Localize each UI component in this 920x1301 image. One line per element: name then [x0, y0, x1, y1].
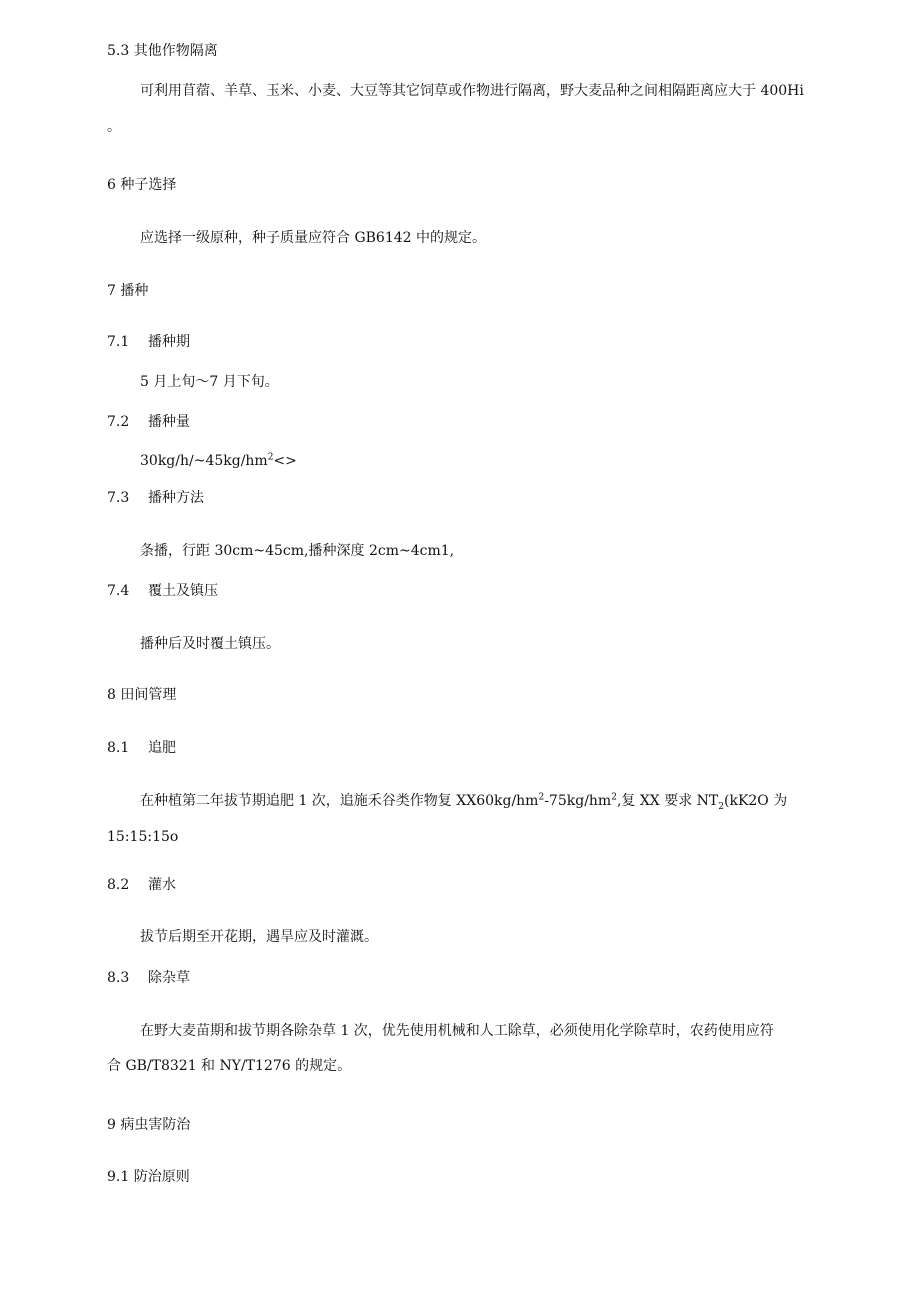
paragraph-7-3: 条播，行距 30cm~45cm,播种深度 2cm~4cm1, [140, 543, 455, 559]
subsection-heading-7-4 [107, 582, 218, 600]
subsection-title: 追肥 [148, 740, 176, 756]
section-heading-7: 7 播种 [107, 283, 149, 299]
subsection-heading-8-3 [107, 969, 190, 987]
subsection-heading-7-2 [107, 413, 190, 431]
fertilizer-text: -75kg∕hm [544, 793, 612, 809]
subsection-heading-7-3 [107, 489, 204, 507]
subsection-heading-8-2 [107, 876, 176, 894]
seeding-rate-suffix: <> [273, 453, 297, 469]
subsection-title: 灌水 [148, 877, 176, 893]
seeding-rate-text: 30kg∕h∕~45kg∕hm [140, 453, 268, 469]
paragraph-8-1-line-2: 15:15:15o [107, 829, 179, 845]
section-heading-6: 6 种子选择 [107, 177, 177, 193]
subsection-number: 8.2 [107, 877, 130, 893]
section-heading-5-3: 5.3 其他作物隔离 [107, 43, 218, 59]
fertilizer-text: 在种植第二年拔节期追肥 1 次，追施禾谷类作物复 XX60kg∕hm [140, 793, 539, 809]
subsection-heading-8-1 [107, 739, 176, 757]
paragraph-5-3-line-1: 可利用苜蓿、羊草、玉米、小麦、大豆等其它饲草或作物进行隔离，野大麦品种之间相隔距离应大于 400Hi [140, 83, 804, 99]
subsection-title: 除杂草 [148, 970, 190, 986]
section-heading-9: 9 病虫害防治 [107, 1117, 191, 1133]
paragraph-7-2 [140, 452, 297, 470]
subsection-number: 7.3 [107, 490, 130, 506]
subsection-title: 覆土及镇压 [148, 583, 218, 599]
subsection-number: 8.3 [107, 970, 130, 986]
subsection-title: 播种期 [148, 334, 190, 350]
section-heading-8: 8 田间管理 [107, 687, 177, 703]
subsection-number: 7.1 [107, 334, 130, 350]
subsection-title: 播种方法 [148, 490, 204, 506]
fertilizer-text: (kK2O 为 [724, 793, 788, 809]
paragraph-8-2: 拔节后期至开花期，遇旱应及时灌溉。 [140, 929, 378, 945]
paragraph-8-3-line-1: 在野大麦苗期和拔节期各除杂草 1 次，优先使用机械和人工除草，必须使用化学除草时，农药使用应符 [140, 1023, 774, 1039]
subscript: 2 [718, 801, 724, 812]
paragraph-6: 应选择一级原种，种子质量应符合 GB6142 中的规定。 [140, 230, 486, 246]
subsection-number: 8.1 [107, 740, 130, 756]
superscript: 2 [611, 792, 617, 803]
paragraph-8-1-line-1 [140, 792, 787, 810]
subsection-heading-9-1: 9.1 防治原则 [107, 1169, 190, 1185]
fertilizer-text: ,复 XX 要求 NT [616, 793, 719, 809]
subsection-number: 7.4 [107, 583, 130, 599]
paragraph-7-4: 播种后及时覆土镇压。 [140, 636, 280, 652]
paragraph-8-3-line-2: 合 GB/T8321 和 NY/T1276 的规定。 [107, 1058, 352, 1074]
paragraph-7-1: 5 月上旬～7 月下旬。 [140, 374, 279, 390]
paragraph-5-3-line-2: 。 [107, 119, 121, 135]
subsection-heading-7-1 [107, 333, 190, 351]
superscript: 2 [538, 792, 545, 803]
subsection-number: 7.2 [107, 414, 130, 430]
subsection-title: 播种量 [148, 414, 190, 430]
superscript: 2 [267, 452, 274, 463]
